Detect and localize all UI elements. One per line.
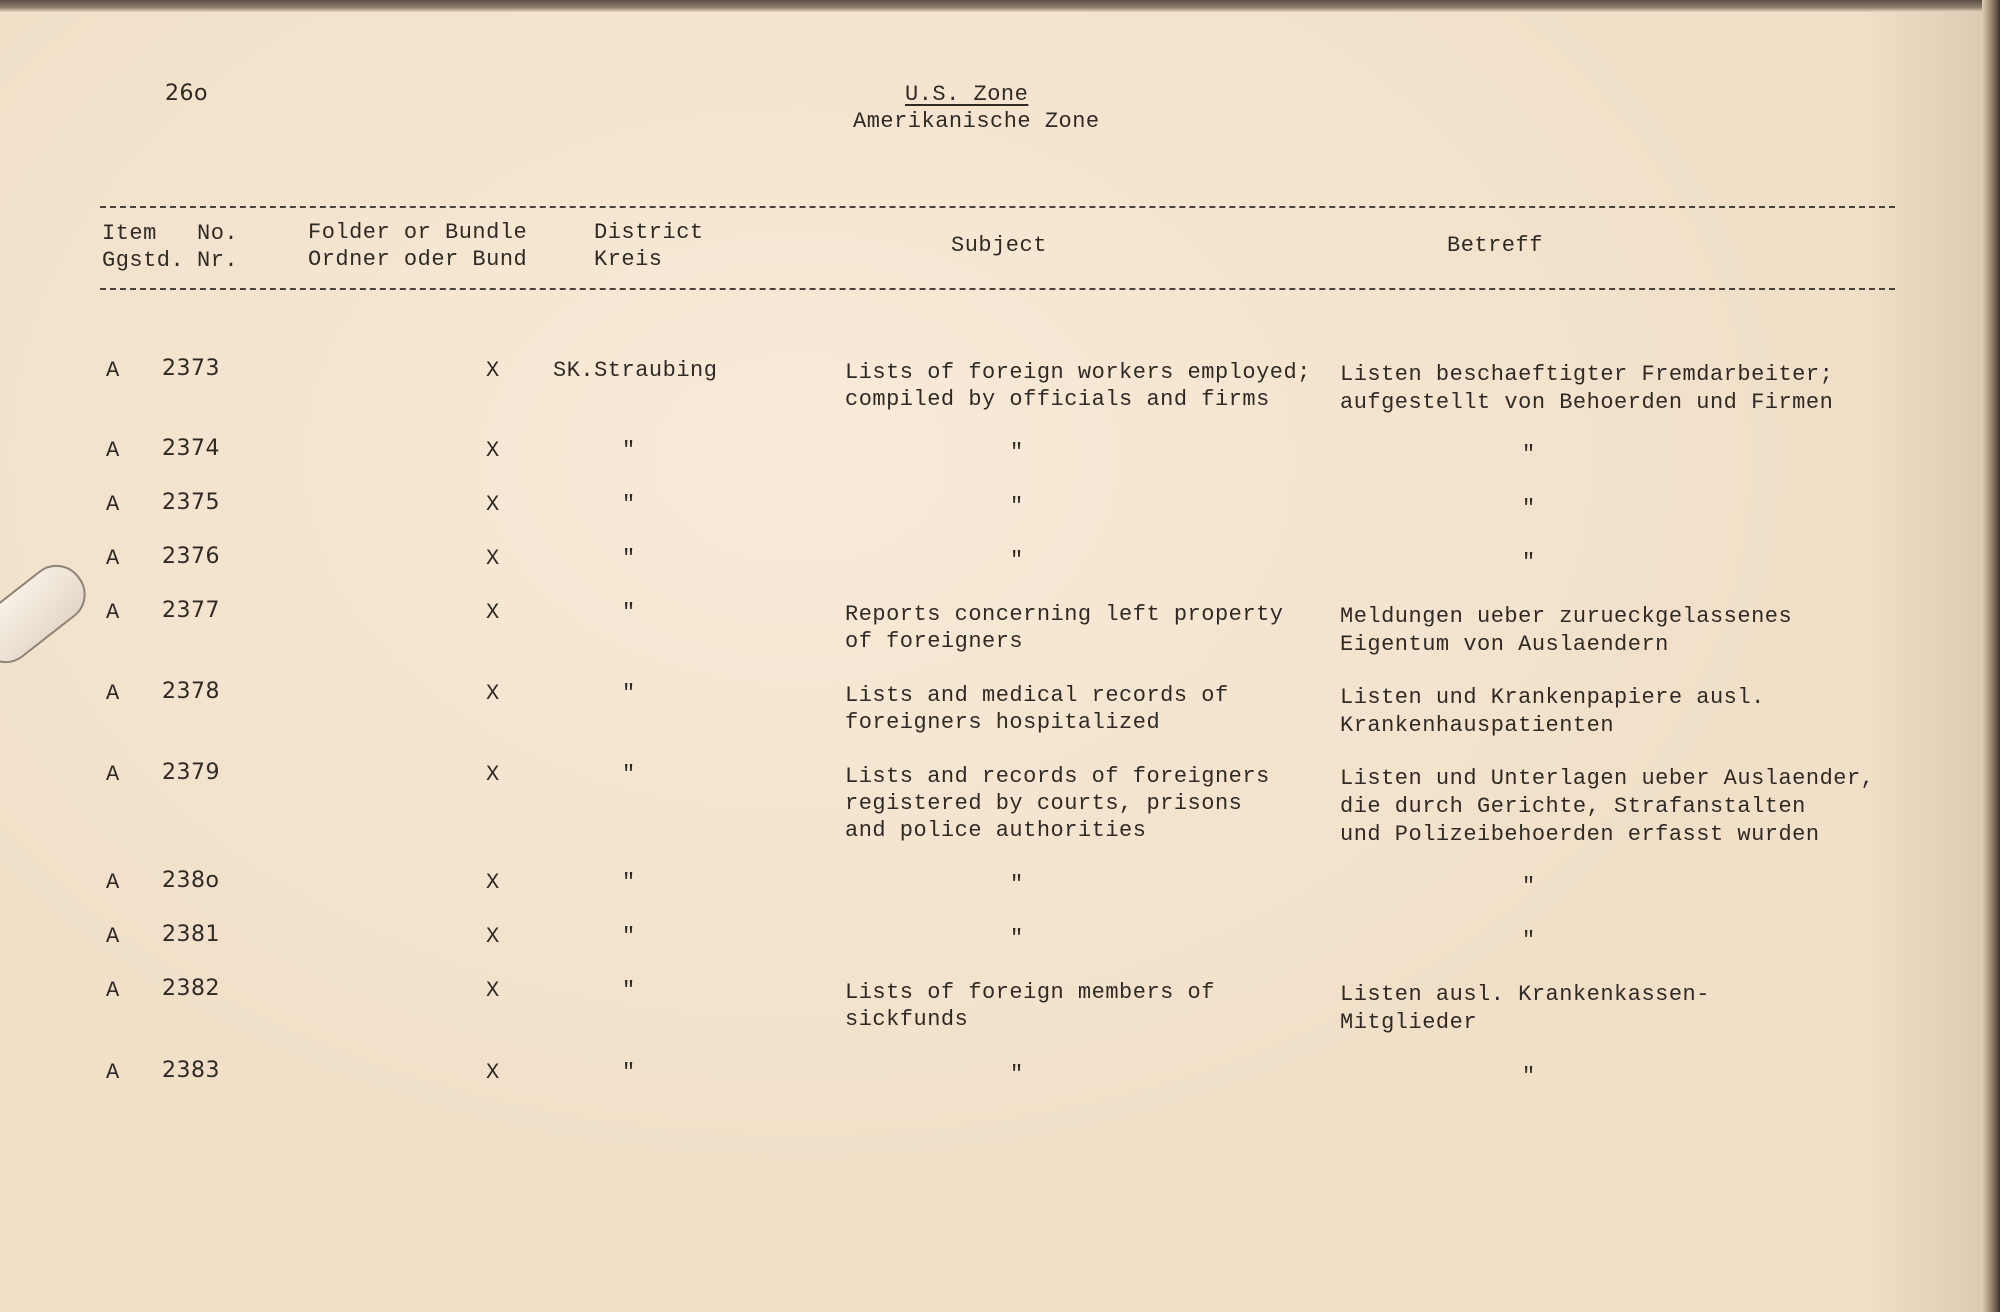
betreff-line: Meldungen ueber zurueckgelassenes	[1340, 604, 1793, 629]
folder-mark: X	[486, 438, 500, 463]
item-number: 2382	[162, 976, 220, 1001]
header-top-rule	[100, 206, 1895, 208]
item-number: 2377	[162, 598, 220, 623]
page-subtitle: Amerikanische Zone	[853, 109, 1100, 134]
betreff-line: "	[1522, 874, 1536, 899]
column-header-betreff: Betreff	[1447, 233, 1543, 258]
subject-line: foreigners hospitalized	[845, 710, 1161, 735]
betreff-line: Listen beschaeftigter Fremdarbeiter;	[1340, 362, 1834, 387]
district-value: "	[622, 762, 636, 787]
folder-mark: X	[486, 924, 500, 949]
column-header-district-de: Kreis	[594, 247, 663, 272]
item-code: A	[106, 492, 120, 517]
betreff-line: "	[1522, 550, 1536, 575]
subject-line: Reports concerning left property	[845, 602, 1284, 627]
betreff-line: Krankenhauspatienten	[1340, 713, 1615, 738]
betreff-line: "	[1522, 928, 1536, 953]
district-value: "	[622, 492, 636, 517]
district-value: "	[622, 438, 636, 463]
betreff-line: Listen ausl. Krankenkassen-	[1340, 982, 1710, 1007]
item-number: 2376	[162, 544, 220, 569]
header-bottom-rule	[100, 288, 1895, 290]
item-code: A	[106, 1060, 120, 1085]
subject-line: sickfunds	[845, 1007, 969, 1032]
item-code: A	[106, 546, 120, 571]
subject-line: "	[1010, 494, 1024, 519]
betreff-line: Eigentum von Auslaendern	[1340, 632, 1669, 657]
subject-line: of foreigners	[845, 629, 1024, 654]
item-number: 2379	[162, 760, 220, 785]
column-header-subject: Subject	[951, 233, 1047, 258]
district-value: SK.Straubing	[553, 358, 718, 383]
item-number: 238o	[162, 868, 220, 893]
subject-line: Lists of foreign members of	[845, 980, 1215, 1005]
page-title: U.S. Zone	[905, 82, 1029, 107]
folder-mark: X	[486, 870, 500, 895]
betreff-line: "	[1522, 496, 1536, 521]
district-value: "	[622, 546, 636, 571]
column-header-district: District	[594, 220, 704, 245]
item-code: A	[106, 870, 120, 895]
folder-mark: X	[486, 600, 500, 625]
book-spine-edge	[1982, 0, 2000, 1312]
item-number: 2375	[162, 490, 220, 515]
subject-line: Lists and records of foreigners	[845, 764, 1270, 789]
district-value: "	[622, 681, 636, 706]
subject-line: registered by courts, prisons	[845, 791, 1243, 816]
subject-line: Lists of foreign workers employed;	[845, 360, 1311, 385]
betreff-line: und Polizeibehoerden erfasst wurden	[1340, 822, 1820, 847]
item-code: A	[106, 438, 120, 463]
subject-line: "	[1010, 1062, 1024, 1087]
item-code: A	[106, 924, 120, 949]
district-value: "	[622, 600, 636, 625]
column-header-item: Item	[102, 221, 157, 246]
district-value: "	[622, 1060, 636, 1085]
subject-line: "	[1010, 926, 1024, 951]
subject-line: "	[1010, 440, 1024, 465]
item-code: A	[106, 762, 120, 787]
folder-mark: X	[486, 1060, 500, 1085]
item-code: A	[106, 600, 120, 625]
column-header-item-de: Ggstd.	[102, 248, 185, 273]
subject-line: and police authorities	[845, 818, 1147, 843]
page-top-edge	[0, 0, 2000, 12]
folder-mark: X	[486, 358, 500, 383]
item-number: 2383	[162, 1058, 220, 1083]
betreff-line: "	[1522, 1064, 1536, 1089]
column-header-no-de: Nr.	[197, 248, 239, 273]
bookmark-tab	[0, 554, 97, 675]
folder-mark: X	[486, 762, 500, 787]
district-value: "	[622, 870, 636, 895]
district-value: "	[622, 924, 636, 949]
column-header-folder: Folder or Bundle	[308, 220, 528, 245]
betreff-line: die durch Gerichte, Strafanstalten	[1340, 794, 1806, 819]
folder-mark: X	[486, 546, 500, 571]
subject-line: "	[1010, 872, 1024, 897]
folder-mark: X	[486, 978, 500, 1003]
betreff-line: Mitglieder	[1340, 1010, 1478, 1035]
folder-mark: X	[486, 492, 500, 517]
betreff-line: aufgestellt von Behoerden und Firmen	[1340, 390, 1834, 415]
folder-mark: X	[486, 681, 500, 706]
betreff-line: Listen und Unterlagen ueber Auslaender,	[1340, 766, 1875, 791]
column-header-no: No.	[197, 221, 239, 246]
item-code: A	[106, 681, 120, 706]
subject-line: Lists and medical records of	[845, 683, 1229, 708]
subject-line: "	[1010, 548, 1024, 573]
item-number: 2381	[162, 922, 220, 947]
item-code: A	[106, 358, 120, 383]
item-number: 2374	[162, 436, 220, 461]
item-number: 2373	[162, 356, 220, 381]
column-header-folder-de: Ordner oder Bund	[308, 247, 528, 272]
betreff-line: "	[1522, 442, 1536, 467]
item-code: A	[106, 978, 120, 1003]
betreff-line: Listen und Krankenpapiere ausl.	[1340, 685, 1765, 710]
subject-line: compiled by officials and firms	[845, 387, 1270, 412]
page-number: 26o	[165, 81, 208, 106]
item-number: 2378	[162, 679, 220, 704]
district-value: "	[622, 978, 636, 1003]
